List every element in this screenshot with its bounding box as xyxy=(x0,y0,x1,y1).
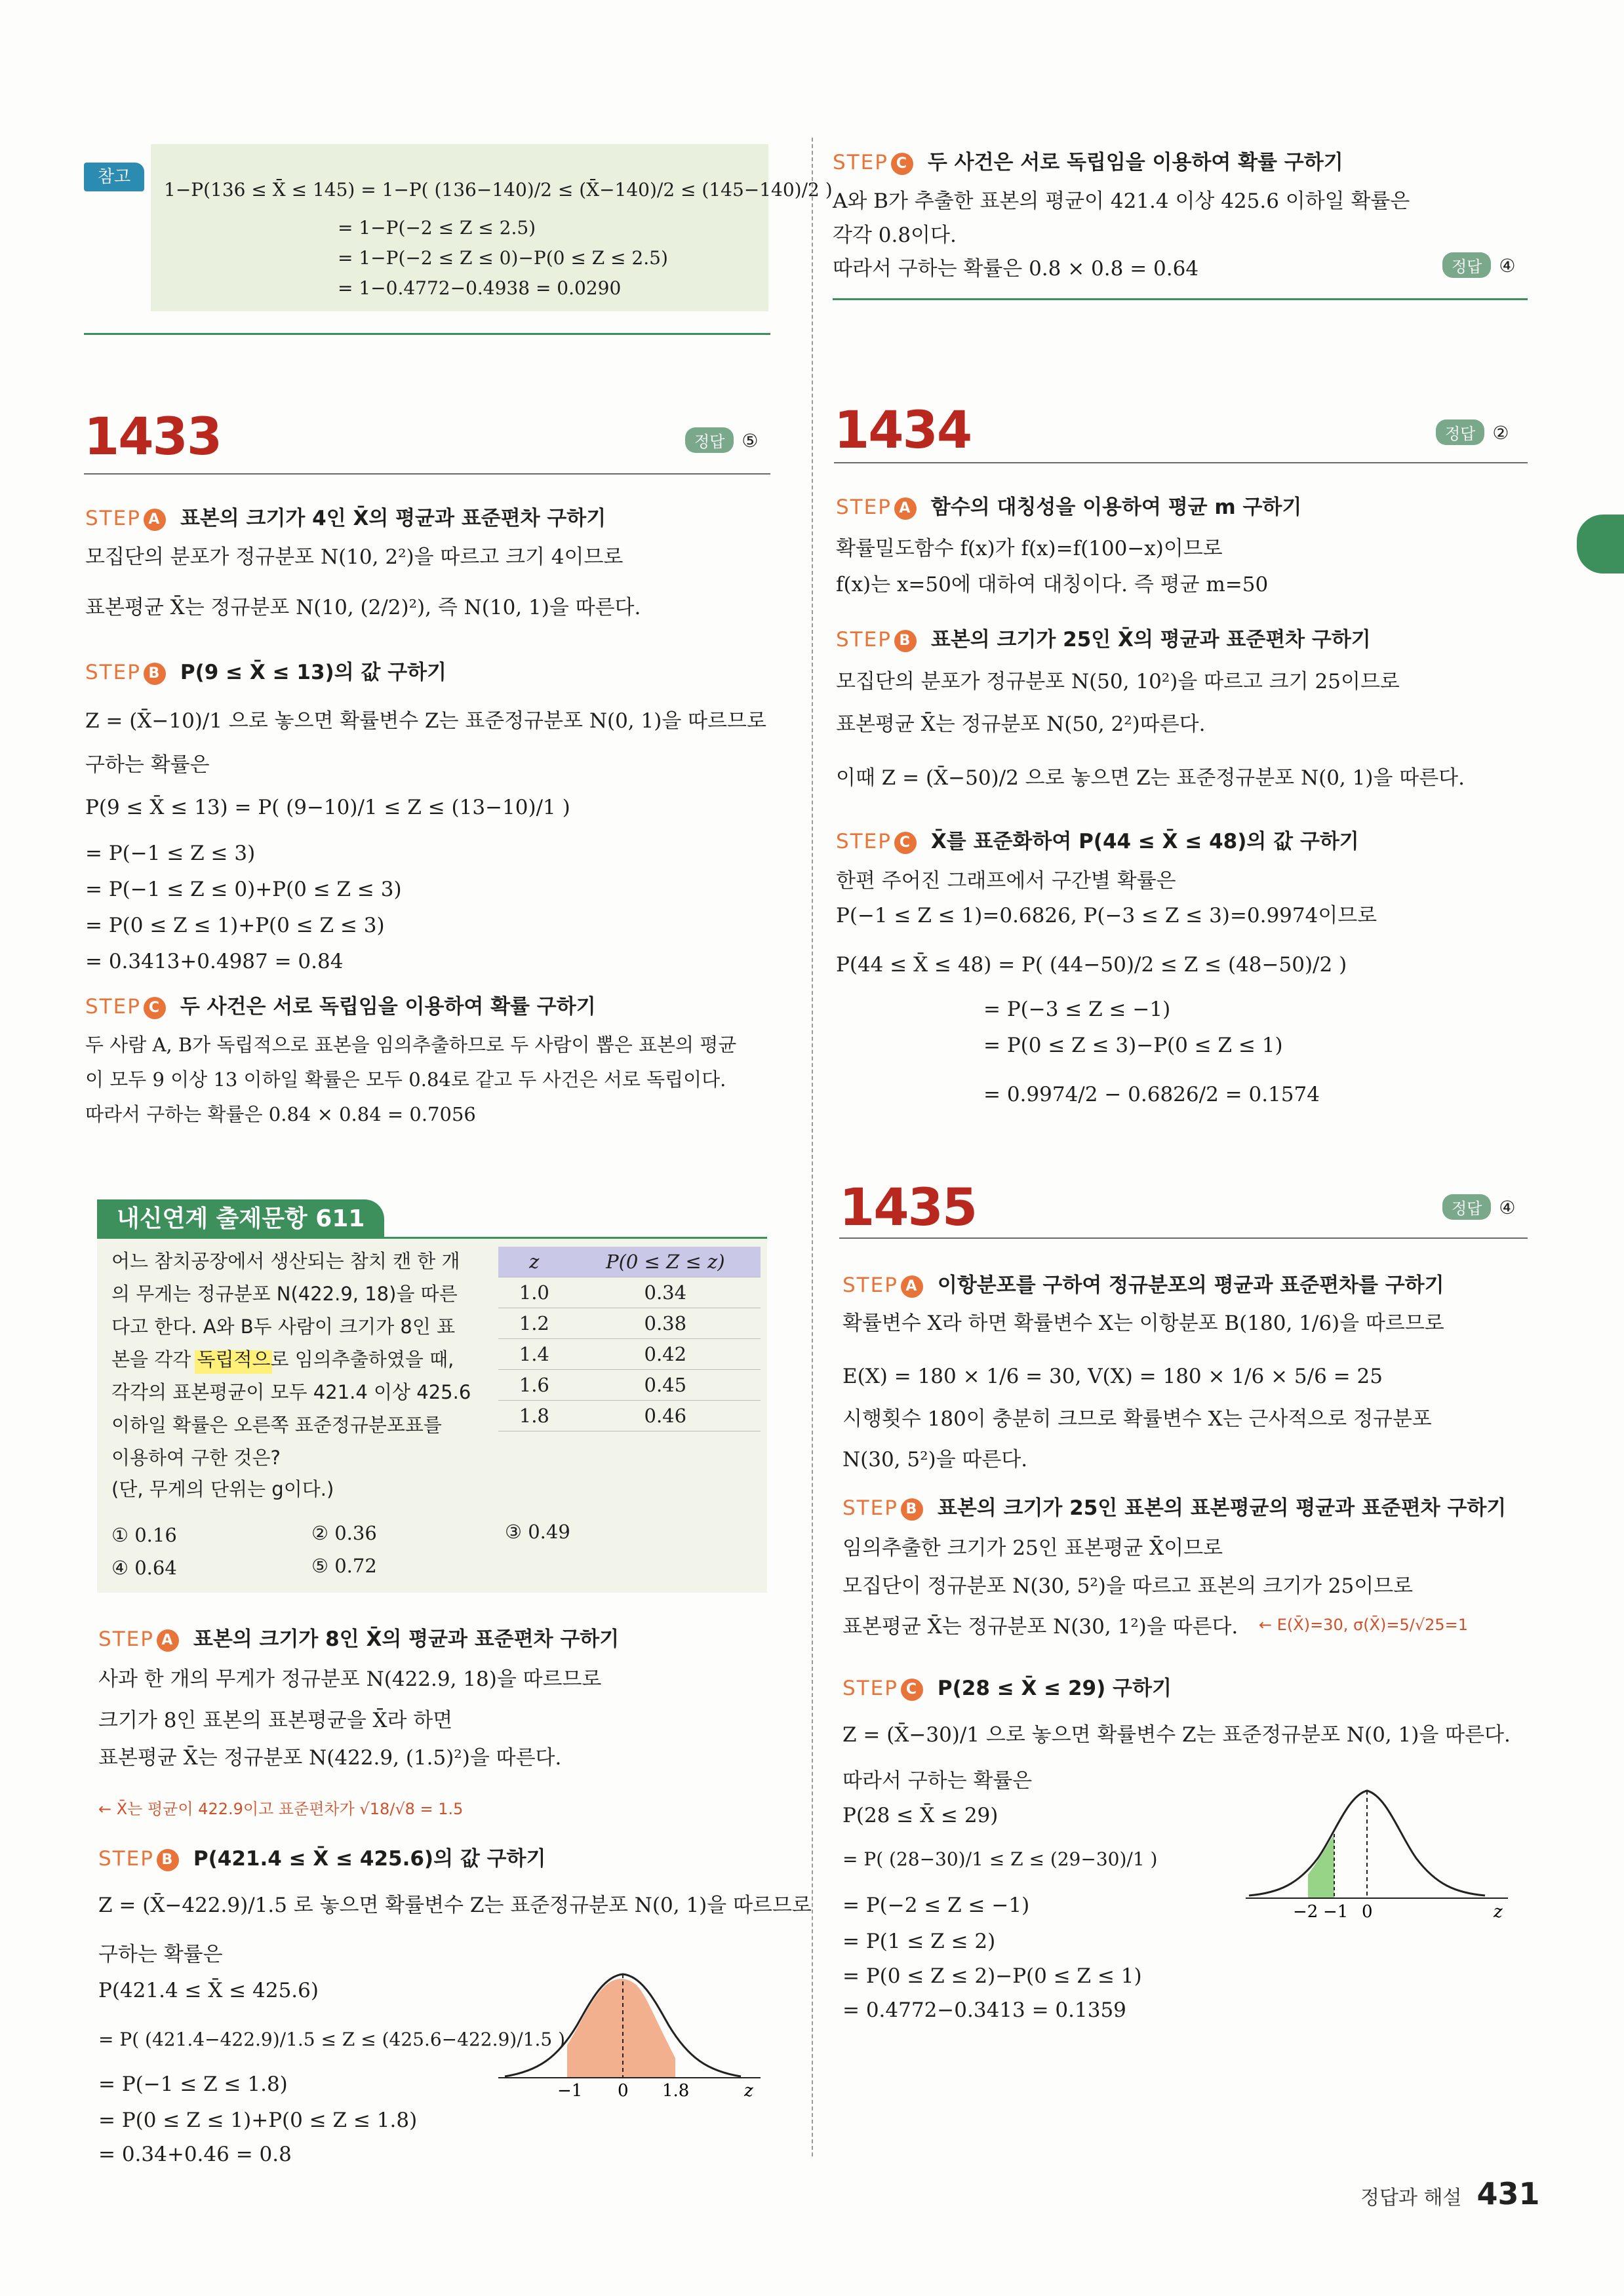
text-line: Z = (X̄−30)/1 으로 놓으면 확률변수 Z는 표준정규분포 N(0, 1)을 따른다. xyxy=(842,1723,1511,1747)
table-header: P(0 ≤ Z ≤ z) xyxy=(570,1247,761,1277)
answer-value: ④ xyxy=(1499,1197,1516,1218)
text-line: = P(1 ≤ Z ≤ 2) xyxy=(842,1930,996,1953)
text-line: f(x)는 x=50에 대하여 대칭이다. 즉 평균 m=50 xyxy=(836,573,1269,596)
choice-3: ③ 0.49 xyxy=(505,1521,570,1543)
table-row xyxy=(498,1339,761,1370)
table-row xyxy=(498,1277,761,1308)
step-a-heading: STEP A 표본의 크기가 4인 X̄의 평균과 표준편차 구하기 xyxy=(85,507,606,530)
question-line: 어느 참치공장에서 생산되는 참치 캔 한 개 xyxy=(111,1250,460,1272)
step-a-title: 함수의 대칭성을 이용하여 평균 m 구하기 xyxy=(930,496,1302,519)
text-line: = 0.4772−0.3413 = 0.1359 xyxy=(842,1998,1126,2022)
graph-label: z xyxy=(744,2081,753,2101)
text-line: = 0.9974/2 − 0.6826/2 = 0.1574 xyxy=(983,1083,1320,1106)
text-line: 표본평균 X̄는 정규분포 N(10, (2/2)²), 즉 N(10, 1)을 따른다. xyxy=(85,596,641,619)
table-cell: 0.38 xyxy=(570,1308,761,1339)
table-cell: 1.6 xyxy=(498,1370,570,1401)
text-line: 표본평균 X̄는 정규분포 N(50, 2²)따른다. xyxy=(836,712,1206,736)
table-cell: 1.0 xyxy=(498,1277,570,1308)
question-line: 의 무게는 정규분포 N(422.9, 18)을 따른 xyxy=(111,1283,458,1305)
text-line: 한편 주어진 그래프에서 구간별 확률은 xyxy=(836,869,1176,893)
text-line: = P(−1 ≤ Z ≤ 0)+P(0 ≤ Z ≤ 3) xyxy=(85,878,402,901)
step-a-title: 표본의 크기가 4인 X̄의 평균과 표준편차 구하기 xyxy=(180,507,606,530)
step-c-heading: STEP C 두 사건은 서로 독립임을 이용하여 확률 구하기 xyxy=(85,995,596,1019)
step-b-title: P(421.4 ≤ X̄ ≤ 425.6)의 값 구하기 xyxy=(193,1847,546,1871)
table-cell: 0.42 xyxy=(570,1339,761,1370)
problem-number: 1435 xyxy=(839,1178,977,1237)
text-line: A와 B가 추출한 표본의 평균이 421.4 이상 425.6 이하일 확률은 xyxy=(833,189,1410,213)
reference-line-1: 1−P(136 ≤ X̄ ≤ 145) = 1−P( (136−140)/2 ≤ (X̄−140)/2 ≤ (145−140)/2 ) xyxy=(164,179,833,201)
text-line: = 0.34+0.46 = 0.8 xyxy=(98,2143,292,2166)
answer-label: 정답 xyxy=(685,427,734,453)
graph-label: 0 xyxy=(618,2081,629,2101)
step-c-title: 두 사건은 서로 독립임을 이용하여 확률 구하기 xyxy=(927,151,1343,174)
text-line: = P( (28−30)/1 ≤ Z ≤ (29−30)/1 ) xyxy=(842,1848,1158,1870)
answer-value: ④ xyxy=(1499,255,1516,277)
question-line: 이용하여 구한 것은? xyxy=(111,1447,281,1469)
text-line: = P(−1 ≤ Z ≤ 3) xyxy=(85,842,256,865)
answer-badge xyxy=(1442,1194,1515,1220)
text-line: P(9 ≤ X̄ ≤ 13) = P( (9−10)/1 ≤ Z ≤ (13−10)/1 ) xyxy=(85,796,570,819)
answer-label: 정답 xyxy=(1442,1194,1491,1220)
footer xyxy=(1360,2176,1540,2211)
problem-number: 1434 xyxy=(834,401,972,460)
text-line: P(44 ≤ X̄ ≤ 48) = P( (44−50)/2 ≤ Z ≤ (48−50)/2 ) xyxy=(836,953,1347,977)
step-b-heading: STEP B P(9 ≤ X̄ ≤ 13)의 값 구하기 xyxy=(85,661,447,684)
answer-value: ⑤ xyxy=(742,430,759,452)
shaded-area xyxy=(567,1979,675,2078)
reference-line-4: = 1−0.4772−0.4938 = 0.0290 xyxy=(338,277,622,299)
text-line: 모집단이 정규분포 N(30, 5²)을 따르고 표본의 크기가 25이므로 xyxy=(842,1574,1414,1598)
text-line: P(421.4 ≤ X̄ ≤ 425.6) xyxy=(98,1979,319,2002)
text-line: 따라서 구하는 확률은 0.8 × 0.8 = 0.64 xyxy=(833,257,1199,281)
normal-curve-graph xyxy=(498,1966,774,2104)
step-b-title: 표본의 크기가 25인 표본의 표본평균의 평균과 표준편차 구하기 xyxy=(937,1496,1507,1520)
text-line: 구하는 확률은 xyxy=(85,753,210,777)
text-line: = P(0 ≤ Z ≤ 1)+P(0 ≤ Z ≤ 1.8) xyxy=(98,2109,418,2132)
step-c-title: X̄를 표준화하여 P(44 ≤ X̄ ≤ 48)의 값 구하기 xyxy=(930,830,1359,853)
step-c-heading: STEP C X̄를 표준화하여 P(44 ≤ X̄ ≤ 48)의 값 구하기 xyxy=(836,830,1359,853)
question-line: 각각의 표본평균이 모두 421.4 이상 425.6 xyxy=(111,1381,471,1403)
choice-4: ④ 0.64 xyxy=(111,1557,177,1579)
table-cell: 1.2 xyxy=(498,1308,570,1339)
question-line: 본을 각각 독립적으로 임의추출하였을 때, xyxy=(111,1348,454,1371)
text-line: = P(−3 ≤ Z ≤ −1) xyxy=(983,998,1171,1021)
question-line: 다고 한다. A와 B두 사람이 크기가 8인 표 xyxy=(111,1315,456,1338)
text-line: Z = (X̄−10)/1 으로 놓으면 확률변수 Z는 표준정규분포 N(0, 1)을 따르므로 xyxy=(85,709,766,733)
answer-label: 정답 xyxy=(1436,419,1484,445)
text-line: 사과 한 개의 무게가 정규분포 N(422.9, 18)을 따르므로 xyxy=(98,1667,602,1691)
text-line: N(30, 5²)을 따른다. xyxy=(842,1448,1028,1471)
step-b-title: 표본의 크기가 25인 X̄의 평균과 표준편차 구하기 xyxy=(930,628,1371,652)
step-b-heading: STEP B 표본의 크기가 25인 X̄의 평균과 표준편차 구하기 xyxy=(836,628,1371,652)
section-divider xyxy=(84,333,770,335)
text-line: = 0.3413+0.4987 = 0.84 xyxy=(85,950,344,973)
page-number: 431 xyxy=(1476,2176,1540,2211)
reference-line-3: = 1−P(−2 ≤ Z ≤ 0)−P(0 ≤ Z ≤ 2.5) xyxy=(338,247,668,269)
text-line: 확률밀도함수 f(x)가 f(x)=f(100−x)이므로 xyxy=(836,537,1223,560)
footer-label: 정답과 해설 xyxy=(1360,2187,1462,2209)
problem-number: 1433 xyxy=(84,408,222,467)
side-note: ← E(X̄)=30, σ(X̄)=5/√25=1 xyxy=(1259,1616,1469,1634)
text-line: 모집단의 분포가 정규분포 N(50, 10²)을 따르고 크기 25이므로 xyxy=(836,670,1400,693)
problem-rule xyxy=(839,1237,1528,1239)
text-line: 시행횟수 180이 충분히 크므로 확률변수 X는 근사적으로 정규분포 xyxy=(842,1407,1432,1431)
step-c-title: P(28 ≤ X̄ ≤ 29) 구하기 xyxy=(937,1677,1172,1700)
text-line: 확률변수 X라 하면 확률변수 X는 이항분포 B(180, 1/6)을 따르므로 xyxy=(842,1312,1444,1335)
text-line: Z = (X̄−422.9)/1.5 로 놓으면 확률변수 Z는 표준정규분포 N(0, 1)을 따르므로 xyxy=(98,1894,812,1917)
text-line: 두 사람 A, B가 독립적으로 표본을 임의추출하므로 두 사람이 뽑은 표본의 평균 xyxy=(85,1034,737,1056)
graph-label: −2 xyxy=(1293,1902,1318,1922)
reference-line-2: = 1−P(−2 ≤ Z ≤ 2.5) xyxy=(338,217,536,239)
table-header: z xyxy=(498,1247,570,1277)
answer-value: ② xyxy=(1492,422,1509,444)
choice-1: ① 0.16 xyxy=(111,1524,177,1546)
step-c-heading: STEP C 두 사건은 서로 독립임을 이용하여 확률 구하기 xyxy=(833,151,1343,174)
problem-rule xyxy=(84,473,770,475)
step-a-title: 표본의 크기가 8인 X̄의 평균과 표준편차 구하기 xyxy=(193,1627,620,1651)
choice-2: ② 0.36 xyxy=(311,1522,377,1544)
choice-5: ⑤ 0.72 xyxy=(311,1555,377,1577)
graph-label: −1 xyxy=(557,2081,583,2101)
text-line: P(28 ≤ X̄ ≤ 29) xyxy=(842,1804,999,1827)
text-line: = P(−2 ≤ Z ≤ −1) xyxy=(842,1894,1030,1917)
graph-label: 1.8 xyxy=(662,2081,690,2101)
text-line: 표본평균 X̄는 정규분포 N(30, 1²)을 따른다. xyxy=(842,1615,1238,1639)
text-line: = P( (421.4−422.9)/1.5 ≤ Z ≤ (425.6−422.9)/1.5 ) xyxy=(98,2029,566,2050)
graph-label: 0 xyxy=(1362,1902,1373,1922)
answer-label: 정답 xyxy=(1442,252,1491,278)
question-line: 이하일 확률은 오른쪽 표준정규분포표를 xyxy=(111,1414,442,1436)
text-line: = P(0 ≤ Z ≤ 3)−P(0 ≤ Z ≤ 1) xyxy=(983,1034,1283,1057)
text-line: E(X) = 180 × 1/6 = 30, V(X) = 180 × 1/6 × 5/6 = 25 xyxy=(842,1365,1383,1388)
answer-badge xyxy=(1442,252,1515,278)
table-cell: 0.46 xyxy=(570,1401,761,1431)
graph-label: −1 xyxy=(1323,1902,1349,1922)
normal-table xyxy=(498,1247,761,1431)
text-line: 구하는 확률은 xyxy=(98,1943,223,1966)
text-line: 모집단의 분포가 정규분포 N(10, 2²)을 따르고 크기 4이므로 xyxy=(85,545,624,569)
step-b-heading: STEP B P(421.4 ≤ X̄ ≤ 425.6)의 값 구하기 xyxy=(98,1847,546,1871)
answer-badge xyxy=(685,427,758,453)
column-divider xyxy=(812,138,813,2156)
side-note: ← X̄는 평균이 422.9이고 표준편차가 √18/√8 = 1.5 xyxy=(98,1800,464,1818)
step-c-title: 두 사건은 서로 독립임을 이용하여 확률 구하기 xyxy=(180,995,596,1019)
step-a-heading: STEP A 함수의 대칭성을 이용하여 평균 m 구하기 xyxy=(836,496,1302,519)
table-cell: 0.34 xyxy=(570,1277,761,1308)
normal-curve-graph xyxy=(1246,1783,1521,1927)
chapter-side-tab xyxy=(1577,515,1624,574)
reference-tag: 참고 xyxy=(84,163,144,191)
step-b-heading: STEP B 표본의 크기가 25인 표본의 표본평균의 평균과 표준편차 구하기 xyxy=(842,1496,1507,1520)
text-line: 표본평균 X̄는 정규분포 N(422.9, (1.5)²)을 따른다. xyxy=(98,1746,562,1770)
graph-label: z xyxy=(1494,1902,1503,1922)
step-c-heading: STEP C P(28 ≤ X̄ ≤ 29) 구하기 xyxy=(842,1677,1172,1700)
table-cell: 0.45 xyxy=(570,1370,761,1401)
text-line: 따라서 구하는 확률은 0.84 × 0.84 = 0.7056 xyxy=(85,1103,476,1125)
section-divider xyxy=(833,298,1528,300)
naesin-header: 내신연계 출제문항 611 xyxy=(97,1199,384,1239)
text-line: 이 모두 9 이상 13 이하일 확률은 모두 0.84로 같고 두 사건은 서로 독립이다. xyxy=(85,1068,726,1091)
question-line: (단, 무게의 단위는 g이다.) xyxy=(111,1478,334,1500)
table-row xyxy=(498,1401,761,1431)
step-a-heading: STEP A 표본의 크기가 8인 X̄의 평균과 표준편차 구하기 xyxy=(98,1627,620,1651)
text-line: = P(0 ≤ Z ≤ 2)−P(0 ≤ Z ≤ 1) xyxy=(842,1964,1142,1988)
step-a-heading: STEP A 이항분포를 구하여 정규분포의 평균과 표준편차를 구하기 xyxy=(842,1274,1444,1297)
step-b-title: P(9 ≤ X̄ ≤ 13)의 값 구하기 xyxy=(180,661,447,684)
text-line: 각각 0.8이다. xyxy=(833,224,957,247)
table-cell: 1.8 xyxy=(498,1401,570,1431)
text-line: 임의추출한 크기가 25인 표본평균 X̄이므로 xyxy=(842,1536,1223,1560)
naesin-header-rule xyxy=(97,1237,767,1239)
text-line: 따라서 구하는 확률은 xyxy=(842,1769,1033,1793)
table-row xyxy=(498,1308,761,1339)
table-cell: 1.4 xyxy=(498,1339,570,1370)
answer-badge xyxy=(1436,419,1509,445)
text-line: 크기가 8인 표본의 표본평균을 X̄라 하면 xyxy=(98,1709,453,1732)
text-line: = P(−1 ≤ Z ≤ 1.8) xyxy=(98,2072,288,2096)
table-row xyxy=(498,1370,761,1401)
step-a-title: 이항분포를 구하여 정규분포의 평균과 표준편차를 구하기 xyxy=(937,1274,1444,1297)
text-line: = P(0 ≤ Z ≤ 1)+P(0 ≤ Z ≤ 3) xyxy=(85,914,385,937)
text-line: 이때 Z = (X̄−50)/2 으로 놓으면 Z는 표준정규분포 N(0, 1)을 따른다. xyxy=(836,766,1465,790)
text-line: P(−1 ≤ Z ≤ 1)=0.6826, P(−3 ≤ Z ≤ 3)=0.9974이므로 xyxy=(836,904,1377,927)
problem-rule xyxy=(834,462,1528,463)
